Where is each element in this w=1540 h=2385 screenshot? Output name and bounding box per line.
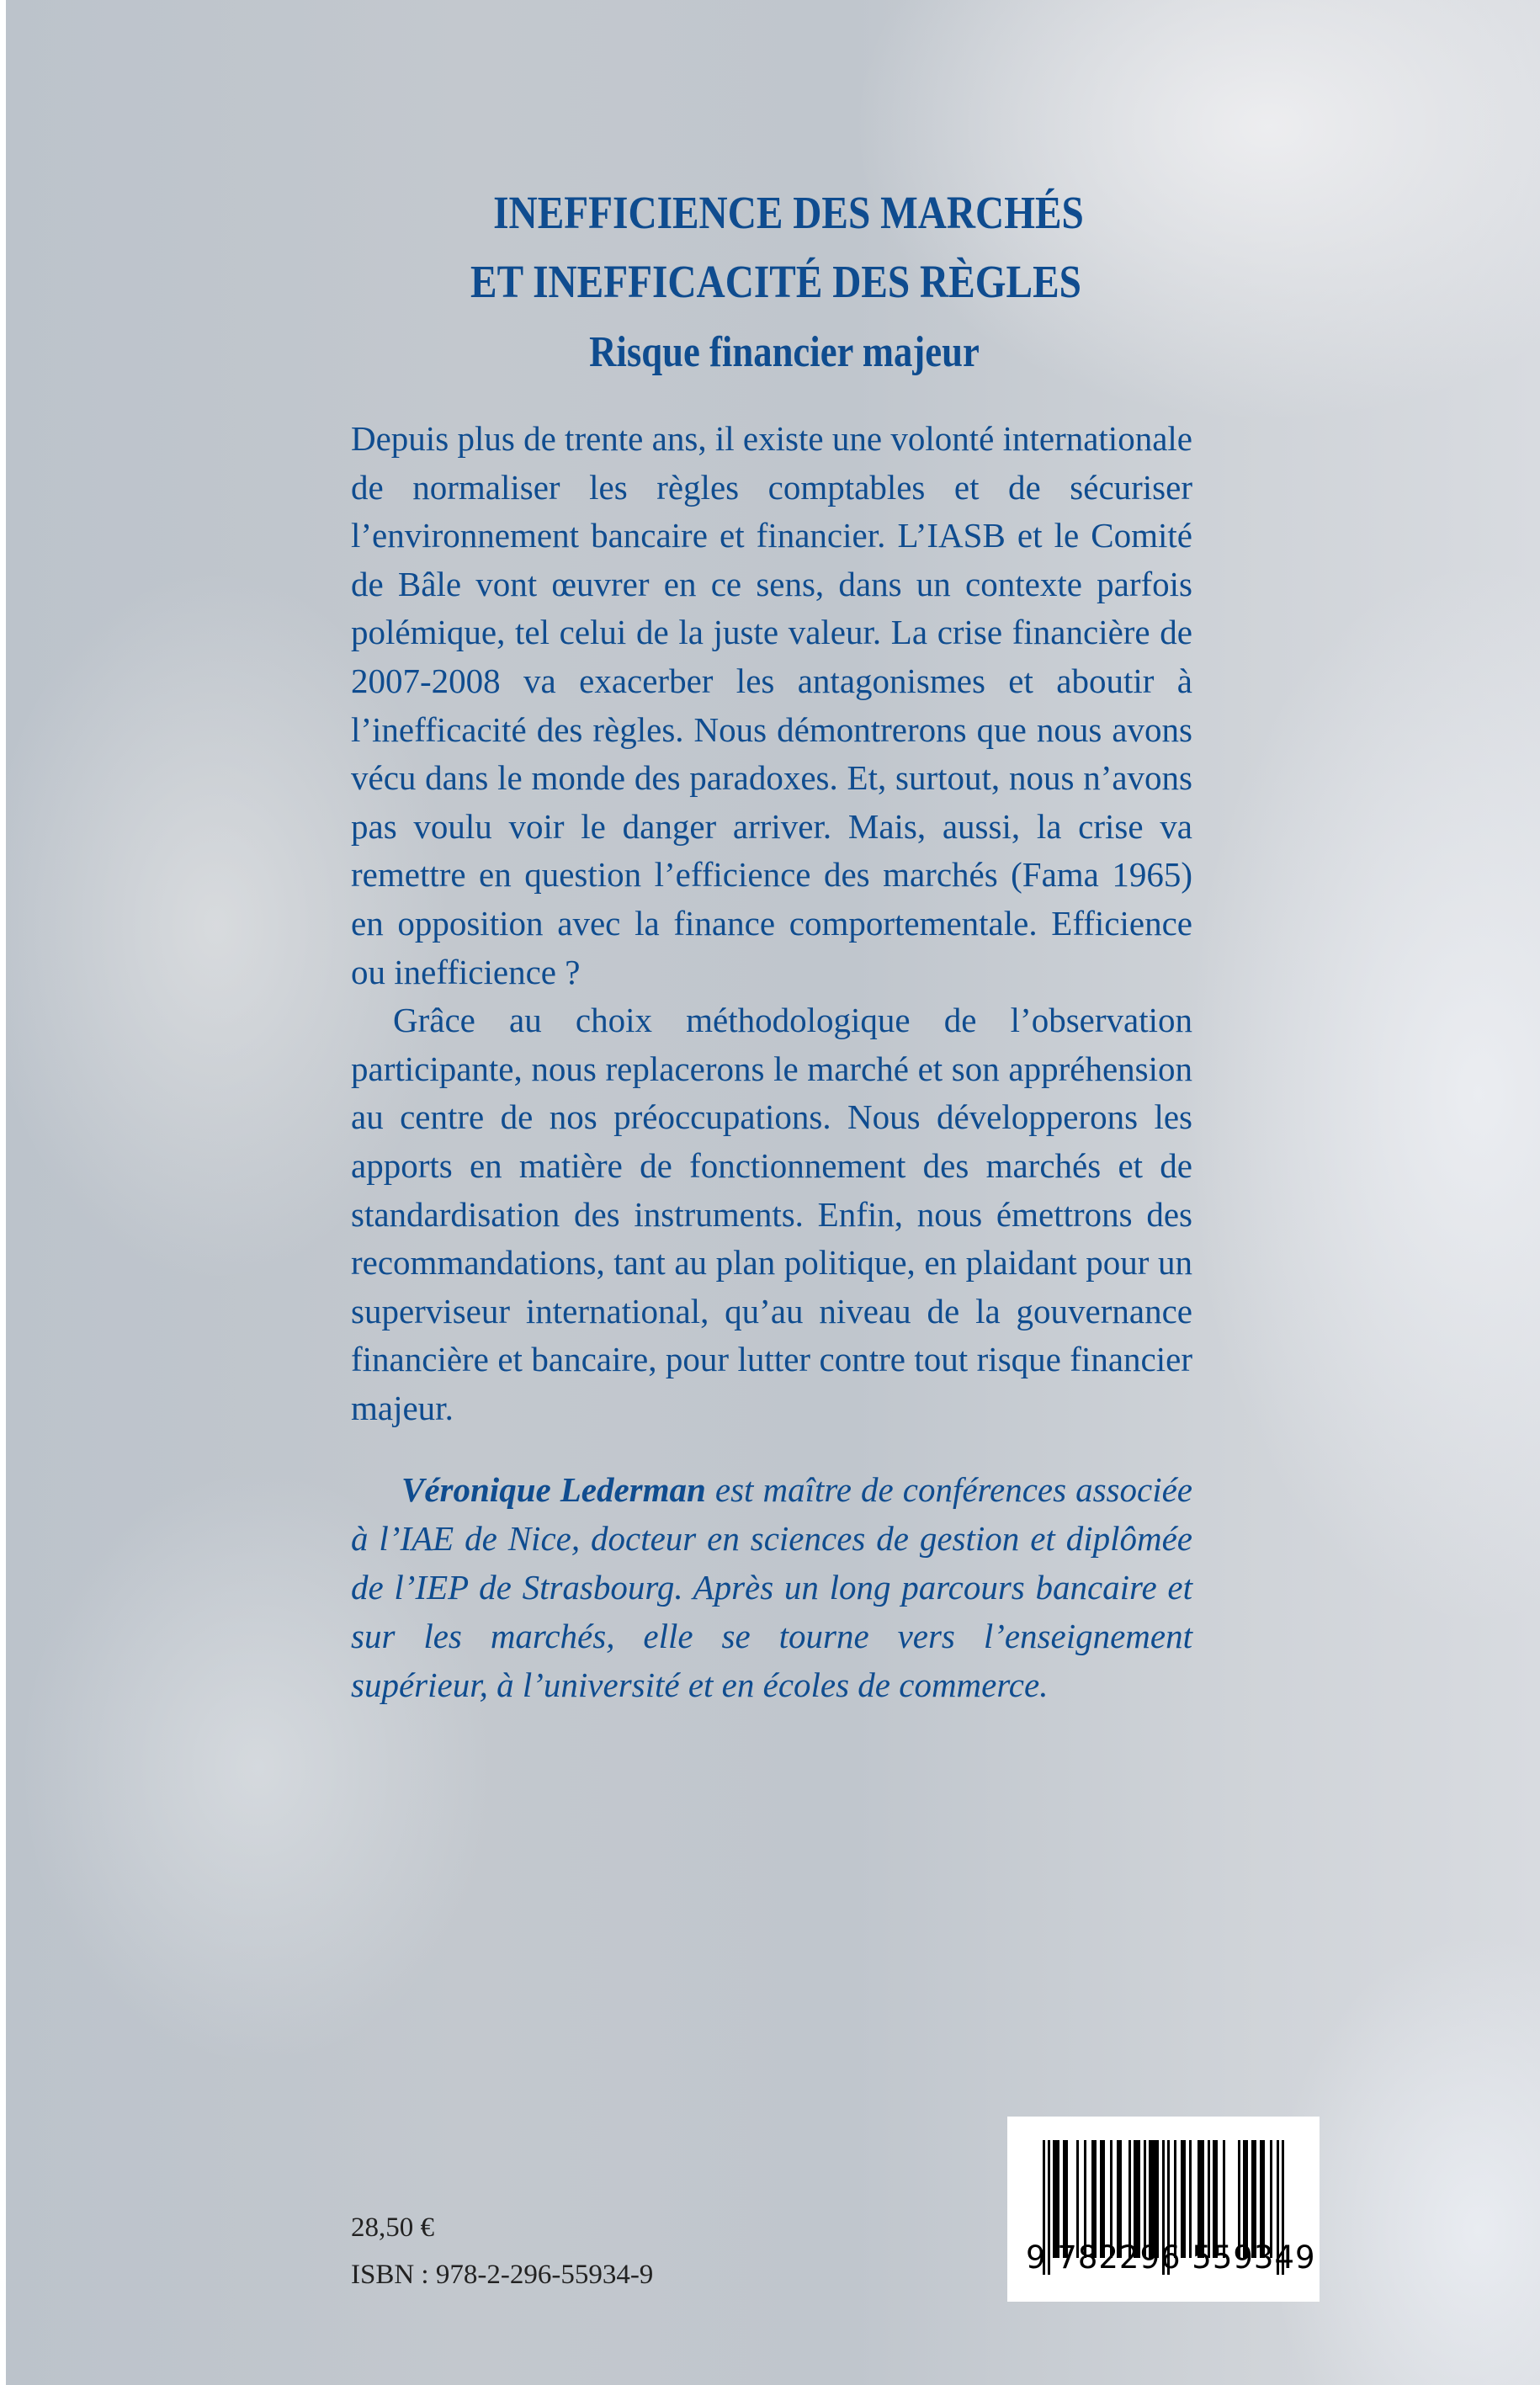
summary-text [351, 415, 1192, 1432]
author-name: Véronique Lederman [401, 1470, 706, 1509]
isbn: ISBN : 978-2-296-55934-9 [351, 2260, 654, 2290]
barcode [1007, 2117, 1320, 2302]
book-back-cover [6, 0, 1540, 2385]
barcode-digits: 9 782296 559349 [1026, 2239, 1316, 2276]
summary-paragraph-1: Depuis plus de trente ans, il existe une volonté internationale de normaliser les règles comptables et de sécuriser l’environnement bancaire et financier. L’IASB et le Comité de Bâle vont œuvrer en ce sens, dans un contexte parfois polémique, tel celui de la juste valeur. La crise financière de 2007-2008 va exacerber les antagonismes et aboutir à l’inefficacité des règles. Nous démontrerons que nous avons vécu dans le monde des paradoxes. Et, surtout, nous n’avons pas voulu voir le danger arriver. Mais, aussi, la crise va remettre en question l’efficience des marchés (Fama 1965) en opposition avec la finance comportementale. Efficience ou inefficience ? [351, 419, 1192, 991]
title-line-2: ET INEFFICACITÉ DES RÈGLES [470, 256, 1081, 307]
author-bio-text: est maître de conférences associée à l’IAE de Nice, docteur en sciences de gestion et diplômée de l’IEP de Strasbourg. Après un long parcours bancaire et sur les marchés, elle se tourne vers l’enseignement supérieur, à l’université et en écoles de commerce. [351, 1470, 1192, 1704]
summary-paragraph-2: Grâce au choix méthodologique de l’observation participante, nous replacerons le marché et son appréhension au centre de nos préoccupations. Nous développerons les apports en matière de fonctionnement des marchés et de standardisation des instruments. Enfin, nous émettrons des recommandations, tant au plan politique, en plaidant pour un superviseur international, qu’au niveau de la gouvernance financière et bancaire, pour lutter contre tout risque financier majeur. [351, 1001, 1192, 1427]
title-block [6, 178, 1540, 389]
author-bio [351, 1465, 1192, 1709]
subtitle: Risque financier majeur [589, 328, 980, 376]
price: 28,50 € [351, 2212, 434, 2243]
title-line-1: INEFFICIENCE DES MARCHÉS [493, 187, 1084, 238]
